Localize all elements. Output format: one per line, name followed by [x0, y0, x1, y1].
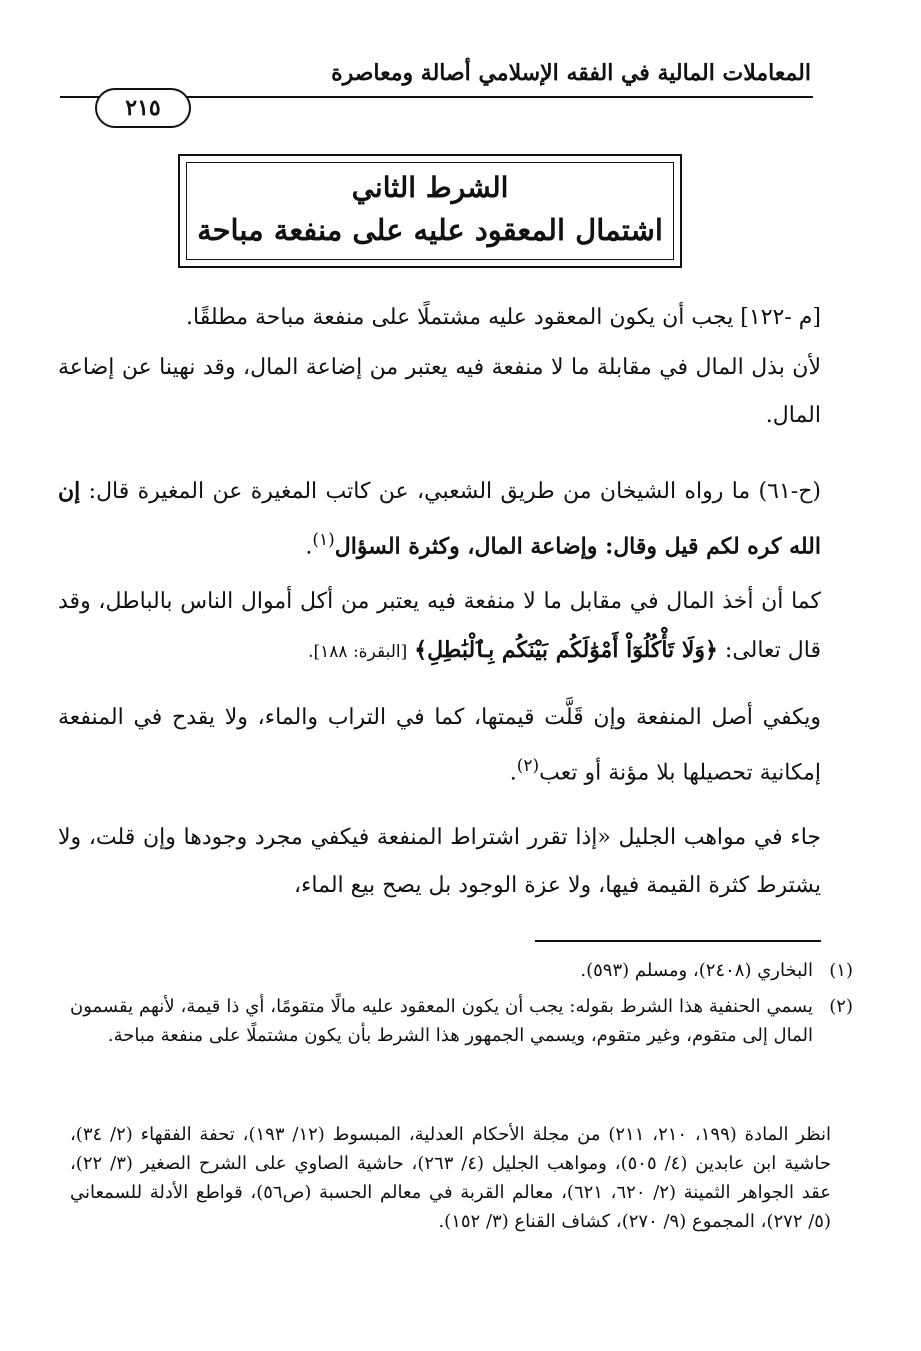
footnote-1 — [70, 956, 853, 985]
hadith-text: إن الله كره لكم قيل وقال: وإضاعة المال، وكثرة السؤال — [58, 478, 821, 560]
section-title: الشرط الثاني — [351, 171, 509, 204]
verse-intro: كما أن أخذ المال في مقابل ما لا منفعة فيه يعتبر من أكل أموال الناس بالباطل، وقد قال تعالى: — [58, 589, 821, 663]
paragraph-3: (ح-٦١) ما رواه الشيخان من طريق الشعبي، عن كاتب المغيرة عن المغيرة قال: إن الله كره لكم قيل وقال: وإضاعة المال، وكثرة السؤال$^{(١)}$. — [58, 478, 821, 560]
footnote-text: البخاري (٢٤٠٨)، ومسلم (٥٩٣). — [580, 960, 813, 981]
section-subtitle: اشتمال المعقود عليه على منفعة مباحة — [197, 213, 663, 247]
footnote-references: انظر المادة (١٩٩، ٢١٠، ٢١١) من مجلة الأحكام العدلية، المبسوط (١٢/ ١٩٣)، تحفة الفقهاء (٢/ ٣٤)، حاشية ابن عابدين (٤/ ٥٠٥)، ومواهب الجليل (٤/ ٢٦٣)، حاشية الصاوي على الشرح الصغير (٣/ ٢٢)، عقد الجواهر الثمينة (٢/ ٦٢٠، ٦٢١)، معالم القربة في معالم الحسبة (ص٥٦)، قواطع الأدلة للسمعاني (٥/ ٢٧٢)، المجموع (٩/ ٢٧٠)، كشاف القناع (٣/ ١٥٢). — [70, 1124, 832, 1232]
paragraph-2: لأن بذل المال في مقابلة ما لا منفعة فيه يعتبر من إضاعة المال، وقد نهينا عن إضاعة المال. — [58, 355, 821, 428]
paragraph-1: [م -١٢٢] يجب أن يكون المعقود عليه مشتملًا على منفعة مباحة مطلقًا. — [186, 305, 821, 330]
paragraph-6: جاء في مواهب الجليل «إذا تقرر اشتراط المنفعة فيكفي مجرد وجودها وإن قلت، ولا يشترط كثرة القيمة فيها، ولا عزة الوجود بل يصح بيع الماء، — [58, 825, 821, 898]
footnote-separator — [535, 940, 821, 942]
section-title-box — [178, 154, 682, 268]
paragraph-4 — [58, 578, 821, 676]
hadith-intro: (ح-٦١) ما رواه الشيخان من طريق الشعبي، عن كاتب المغيرة عن المغيرة قال: — [88, 479, 821, 504]
page-number: ٢١٥ — [95, 88, 191, 128]
footnote-number: (١) — [829, 960, 853, 981]
footnote-2 — [70, 992, 853, 1050]
footnote-ref-1[interactable]: (١) — [312, 530, 335, 550]
paragraph-5: ويكفي أصل المنفعة وإن قَلَّت قيمتها، كما في التراب والماء، ولا يقدح في المنفعة إمكانية تحصيلها بلا مؤنة أو تعب$^{(٢)}$. — [58, 705, 821, 786]
running-title: المعاملات المالية في الفقه الإسلامي أصالة ومعاصرة — [331, 60, 811, 86]
quran-verse: ﴿وَلَا تَأْكُلُوٓاْ أَمْوَٰلَكُم بَيْنَكُم بِٱلْبَٰطِلِ﴾ — [414, 637, 718, 663]
footnote-ref-2[interactable]: (٢) — [516, 756, 540, 776]
verse-citation: [البقرة: ١٨٨]. — [308, 642, 408, 662]
footnote-number: (٢) — [829, 996, 853, 1017]
footnote-text: يسمي الحنفية هذا الشرط بقوله: يجب أن يكون المعقود عليه مالًا متقومًا، أي ذا قيمة، لأنهم يقسمون المال إلى متقوم، وغير متقوم، ويسمي الجمهور هذا الشرط بأن يكون مشتملًا على منفعة مباحة. — [70, 996, 813, 1046]
